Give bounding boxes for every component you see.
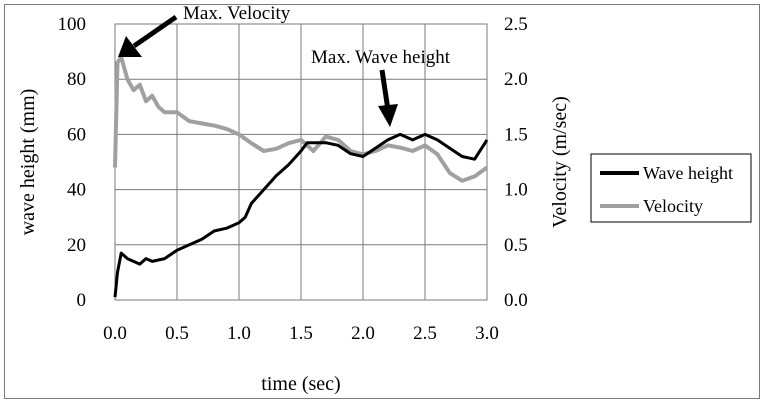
legend-label-wave-height: Wave height [643,163,734,183]
y-right-tick-label: 0.0 [504,290,528,311]
legend-label-velocity: Velocity [643,196,703,216]
y-right-tick-label: 1.5 [504,124,528,146]
y-left-tick-label: 100 [57,14,86,35]
y-left-axis-title: wave height (mm) [17,88,39,236]
x-tick-label: 1.0 [227,323,251,344]
x-tick-label: 1.5 [289,323,313,344]
y-left-tick-label: 20 [67,234,86,256]
y-left-tick-label: 60 [67,124,86,146]
x-tick-label: 0.5 [165,323,189,344]
legend [591,154,751,222]
y-right-tick-label: 0.5 [504,234,528,256]
x-axis-title: time (sec) [261,373,341,395]
y-left-tick-label: 0 [76,290,86,311]
y-left-tick-label: 40 [67,179,86,201]
y-right-tick-label: 1.0 [504,179,528,201]
max-velocity-annotation: Max. Velocity [183,3,291,24]
max-wave-height-annotation: Max. Wave height [311,47,451,68]
x-tick-label: 2.5 [413,323,437,344]
x-tick-label: 0.0 [103,323,127,344]
y-left-tick-label: 80 [67,69,86,91]
x-tick-label: 3.0 [475,323,499,344]
y-right-axis-title: Velocity (m/sec) [549,96,571,228]
x-tick-label: 2.0 [351,323,375,344]
y-right-tick-label: 2.0 [504,69,528,91]
y-right-tick-label: 2.5 [504,14,528,35]
